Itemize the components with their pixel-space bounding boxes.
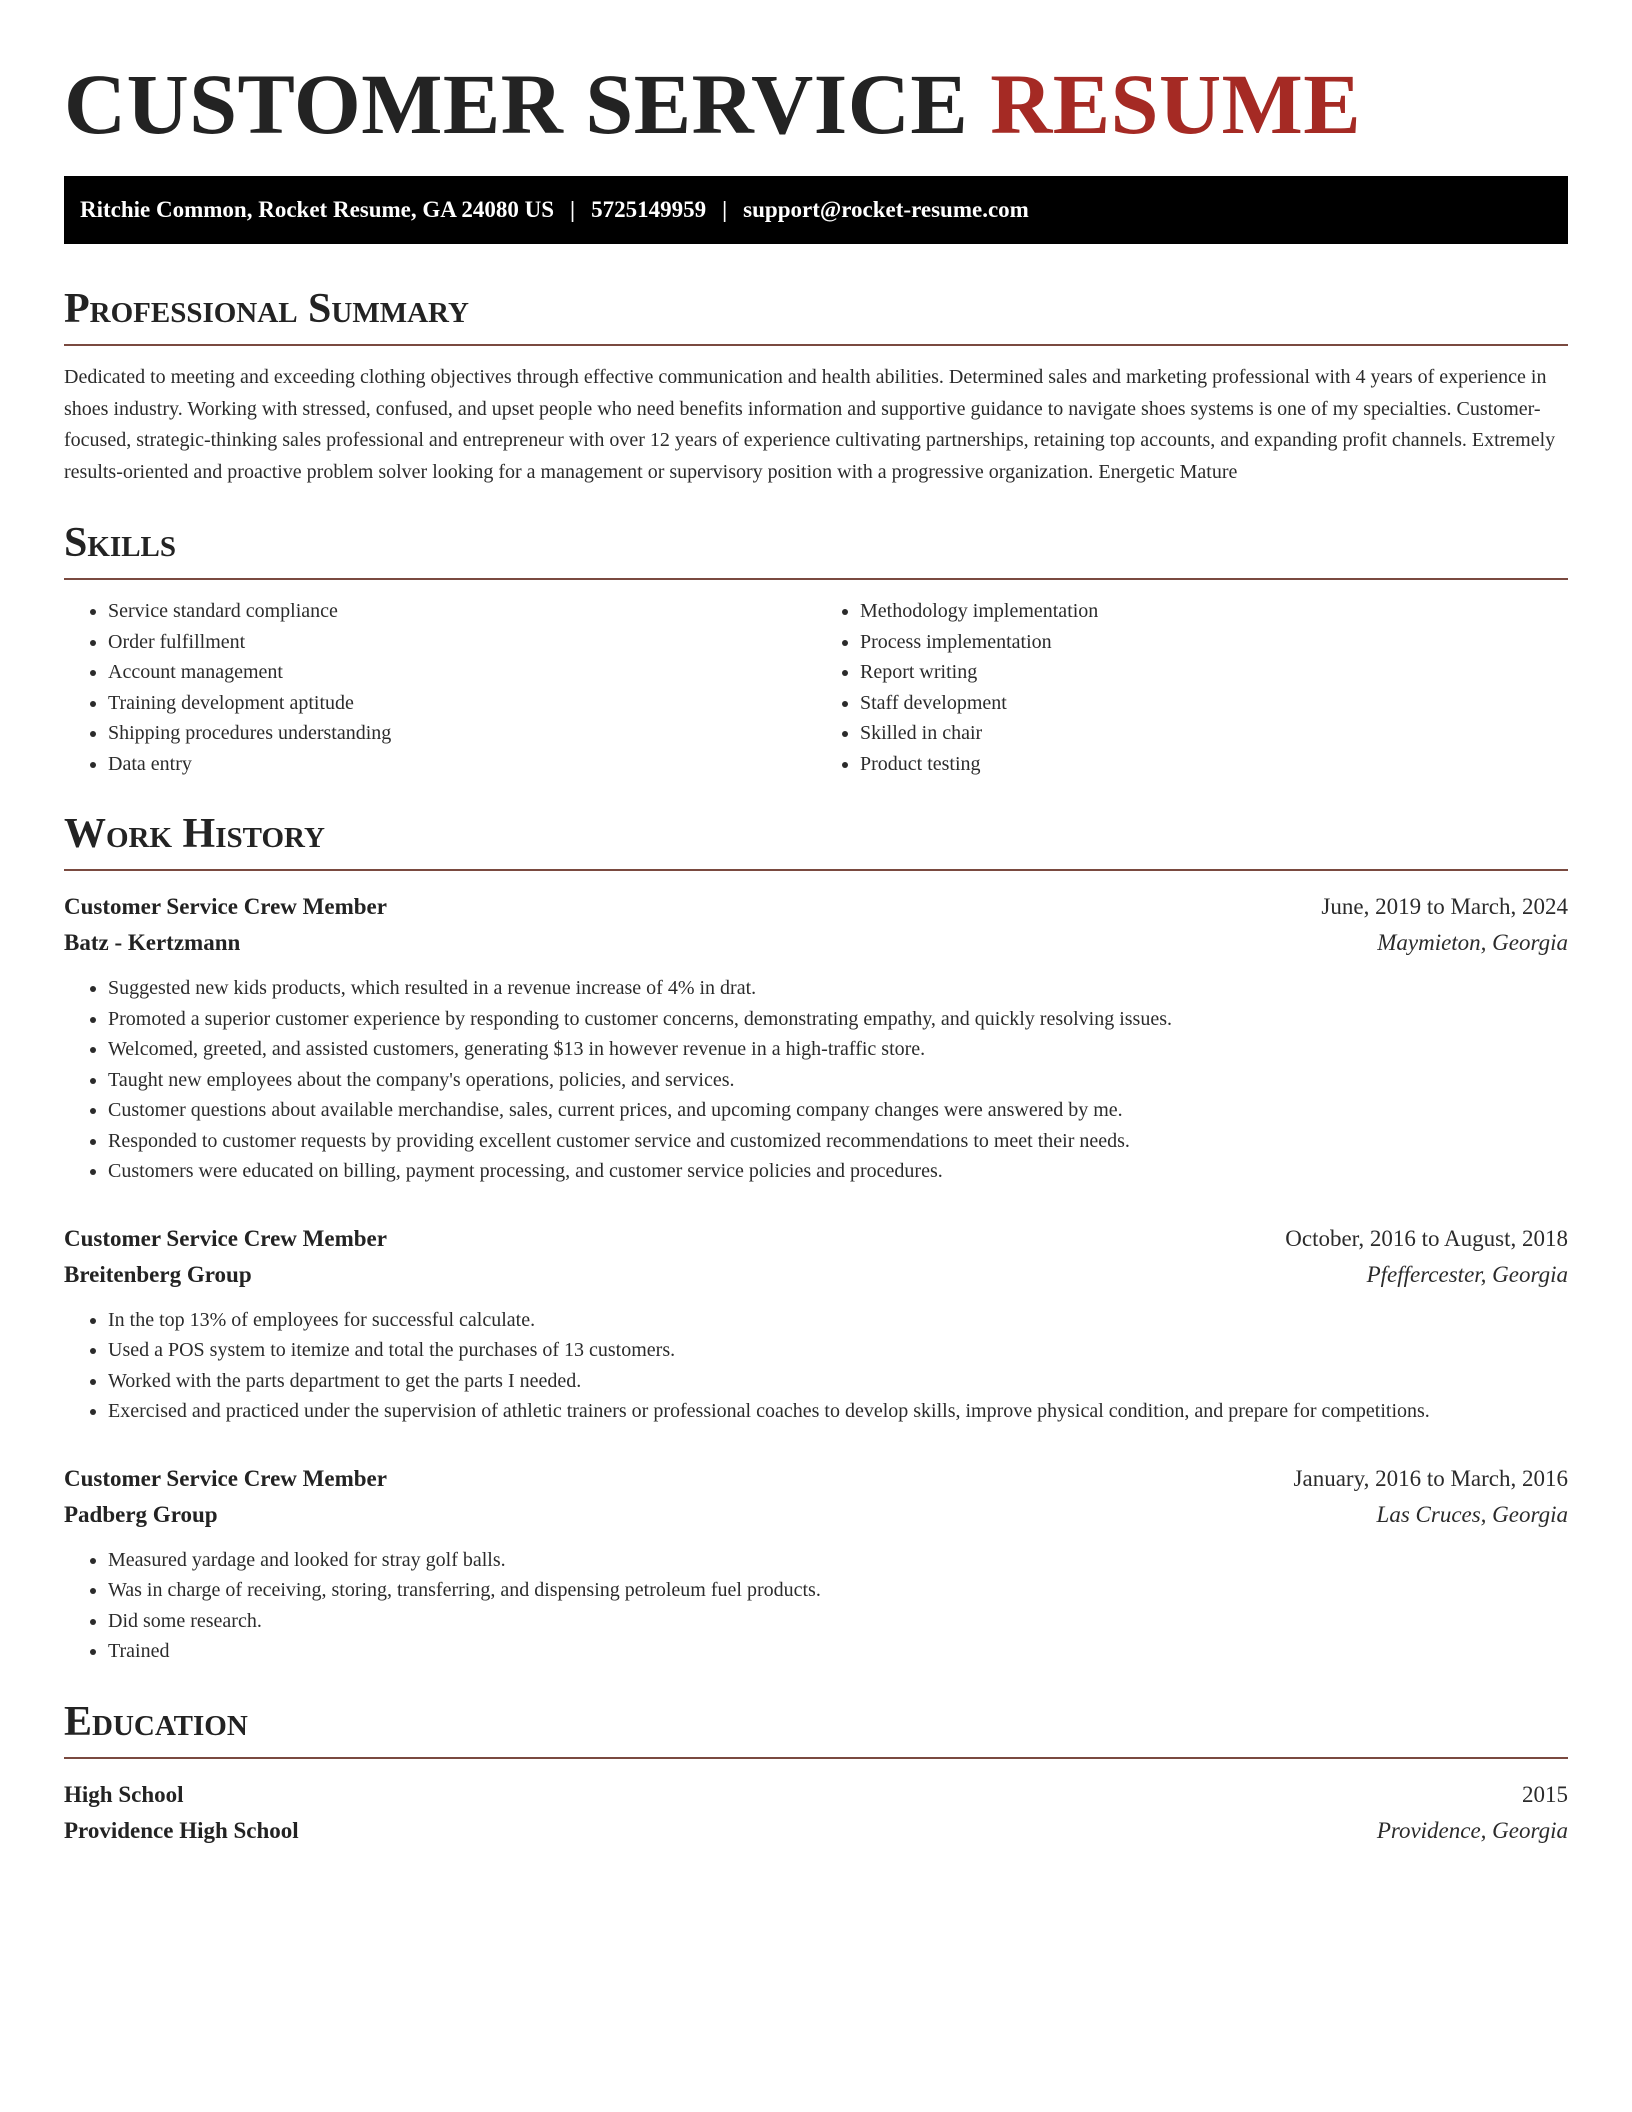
- summary-text: Dedicated to meeting and exceeding clothing objectives through effective communication and health abilities. Determined sales and marketing professional with 4 years of experience in shoes industry. Working with stressed, confused, and upset people who need benefits information and supportive guidance to navigate shoes systems is one of my specialties. Customer-focused, strategic-thinking sales professional and entrepreneur with over 12 years of experience cultivating partnerships, retaining top accounts, and expanding profit channels. Extremely results-oriented and proactive problem solver looking for a management or supervisory position with a progressive organization. Energetic Mature: [64, 366, 1556, 483]
- skills-list-right: [816, 596, 1568, 779]
- job-title: Customer Service Crew Member: [64, 894, 387, 919]
- skills-heading: Skills: [64, 518, 1568, 580]
- title-main: CUSTOMER SERVICE: [64, 56, 969, 152]
- job-bullets: [64, 1305, 1568, 1427]
- job-company-row: [64, 1257, 1568, 1293]
- education-school: Providence High School: [64, 1817, 299, 1843]
- skill-item: • Shipping procedures understanding: [108, 718, 816, 749]
- skill-item: • Methodology implementation: [860, 596, 1568, 627]
- skills-columns: [64, 596, 1568, 779]
- job-dates: June, 2019 to March, 2024: [1321, 894, 1568, 919]
- education-section: [64, 1697, 1568, 1849]
- job-company: Breitenberg Group: [64, 1261, 252, 1287]
- job-bullet: • Responded to customer requests by providing excellent customer service and customized recommendations to meet their needs.: [108, 1126, 1568, 1157]
- work-heading: Work History: [64, 809, 1568, 871]
- job-bullet: • Welcomed, greeted, and assisted customers, generating $13 in however revenue in a high-traffic store.: [108, 1034, 1568, 1065]
- job-header-row: [64, 1221, 1568, 1257]
- job-company: Padberg Group: [64, 1501, 218, 1527]
- job-bullet: • In the top 13% of employees for successful calculate.: [108, 1305, 1568, 1336]
- job-location: Pfeffercester, Georgia: [1366, 1261, 1568, 1287]
- skill-item: • Order fulfillment: [108, 627, 816, 658]
- job-bullet: • Measured yardage and looked for stray golf balls.: [108, 1545, 1568, 1576]
- education-location: Providence, Georgia: [1376, 1817, 1568, 1843]
- job-entry: [64, 1221, 1568, 1427]
- job-entry: [64, 1461, 1568, 1667]
- job-bullet: • Did some research.: [108, 1606, 1568, 1637]
- skill-item: • Process implementation: [860, 627, 1568, 658]
- education-heading: Education: [64, 1697, 1568, 1759]
- job-bullet: • Suggested new kids products, which resulted in a revenue increase of 4% in drat.: [108, 973, 1568, 1004]
- job-bullet: • Was in charge of receiving, storing, transferring, and dispensing petroleum fuel products.: [108, 1575, 1568, 1606]
- summary-section: [64, 284, 1568, 488]
- skill-item: • Service standard compliance: [108, 596, 816, 627]
- skill-item: • Staff development: [860, 688, 1568, 719]
- job-bullets: [64, 1545, 1568, 1667]
- job-bullet: • Taught new employees about the company's operations, policies, and services.: [108, 1065, 1568, 1096]
- job-bullet: • Used a POS system to itemize and total the purchases of 13 customers.: [108, 1335, 1568, 1366]
- job-header-row: [64, 889, 1568, 925]
- job-bullet: • Promoted a superior customer experience by responding to customer concerns, demonstrating empathy, and quickly resolving issues.: [108, 1004, 1568, 1035]
- education-degree: High School: [64, 1781, 184, 1807]
- job-bullet: • Trained: [108, 1636, 1568, 1667]
- contact-address: Ritchie Common, Rocket Resume, GA 24080 US: [80, 197, 555, 222]
- contact-separator: |: [722, 197, 728, 222]
- skill-item: • Product testing: [860, 749, 1568, 780]
- skill-item: • Account management: [108, 657, 816, 688]
- job-company-row: [64, 925, 1568, 961]
- education-entry: [64, 1777, 1568, 1849]
- job-header-row: [64, 1461, 1568, 1497]
- contact-bar: [64, 176, 1568, 244]
- job-company-row: [64, 1497, 1568, 1533]
- job-title: Customer Service Crew Member: [64, 1225, 387, 1251]
- contact-phone: 5725149959: [591, 197, 707, 222]
- job-entry: [64, 889, 1568, 1187]
- job-bullet: • Exercised and practiced under the supervision of athletic trainers or professional coaches to develop skills, improve physical condition, and prepare for competitions.: [108, 1396, 1568, 1427]
- job-location: Las Cruces, Georgia: [1376, 1501, 1568, 1527]
- skills-list-left: [64, 596, 816, 779]
- work-section: [64, 809, 1568, 1667]
- education-year: 2015: [1522, 1781, 1568, 1807]
- education-school-row: [64, 1813, 1568, 1849]
- skill-item: • Report writing: [860, 657, 1568, 688]
- contact-separator: |: [570, 197, 576, 222]
- skill-item: • Data entry: [108, 749, 816, 780]
- job-bullets: [64, 973, 1568, 1187]
- job-title: Customer Service Crew Member: [64, 1465, 387, 1491]
- job-location: Maymieton, Georgia: [1377, 930, 1568, 955]
- title-accent: RESUME: [990, 56, 1362, 152]
- resume-title: [64, 56, 1568, 152]
- job-dates: January, 2016 to March, 2016: [1293, 1465, 1568, 1491]
- education-degree-row: [64, 1777, 1568, 1813]
- job-bullet: • Customer questions about available merchandise, sales, current prices, and upcoming company changes were answered by me.: [108, 1095, 1568, 1126]
- job-bullet: • Customers were educated on billing, payment processing, and customer service policies and procedures.: [108, 1156, 1568, 1187]
- contact-email: support@rocket-resume.com: [743, 197, 1029, 222]
- skill-item: • Training development aptitude: [108, 688, 816, 719]
- job-bullet: • Worked with the parts department to get the parts I needed.: [108, 1366, 1568, 1397]
- summary-heading: Professional Summary: [64, 284, 1568, 346]
- skills-section: [64, 518, 1568, 779]
- skill-item: • Skilled in chair: [860, 718, 1568, 749]
- job-dates: October, 2016 to August, 2018: [1285, 1225, 1568, 1251]
- job-company: Batz - Kertzmann: [64, 930, 241, 955]
